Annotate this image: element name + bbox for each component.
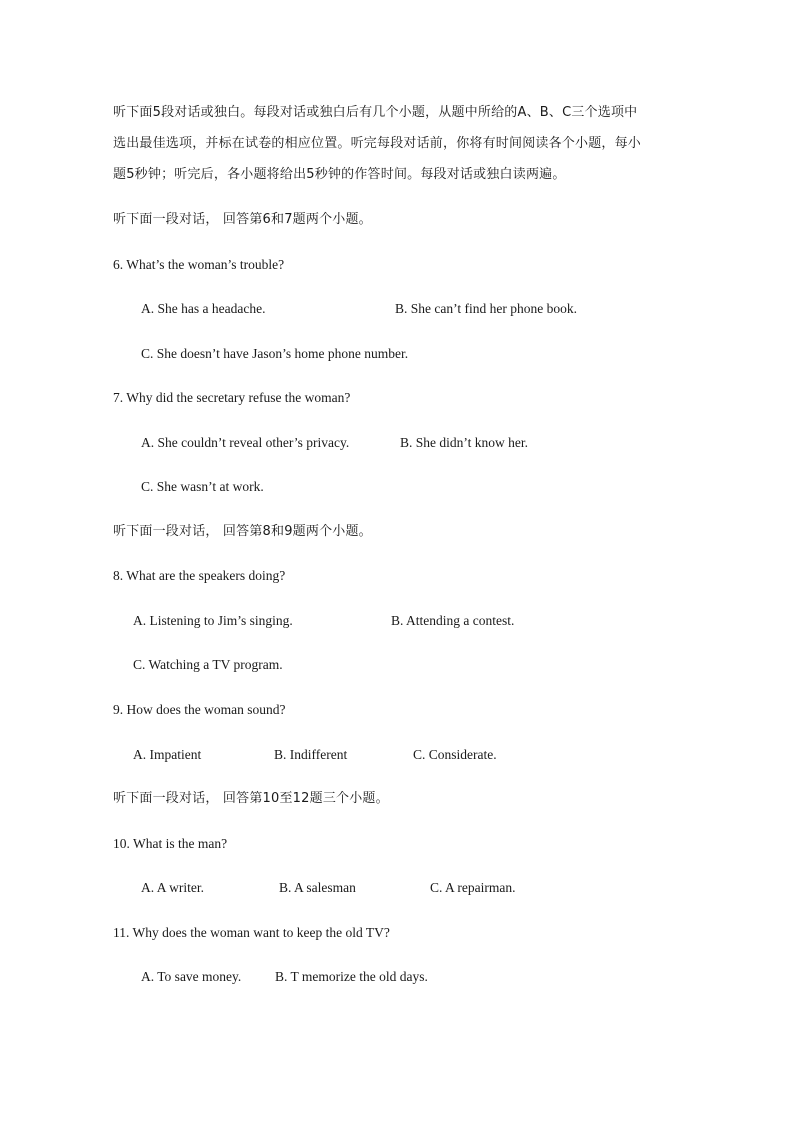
section-heading-3: 听下面一段对话， 回答第10至12题三个小题。	[113, 791, 389, 806]
question-6-option-c: C. She doesn’t have Jason’s home phone number.	[141, 346, 409, 361]
question-11-option-a: A. To save money.	[141, 969, 242, 984]
instructions-line-3: 题5秒钟；听完后，各小题将给出5秒钟的作答时间。每段对话或独白读两遍。	[113, 167, 566, 182]
question-9-stem: 9. How does the woman sound?	[113, 702, 286, 717]
question-7-option-b: B. She didn’t know her.	[400, 435, 528, 450]
question-6-stem: 6. What’s the woman’s trouble?	[113, 257, 285, 272]
question-8-option-a: A. Listening to Jim’s singing.	[133, 613, 293, 628]
instructions-line-2: 选出最佳选项，并标在试卷的相应位置。听完每段对话前，你将有时间阅读各个小题，每小	[113, 136, 642, 151]
question-6-option-a: A. She has a headache.	[141, 301, 266, 316]
instructions-line-1: 听下面5段对话或独白。每段对话或独白后有几个小题，从题中所给的A、B、C三个选项中	[113, 105, 638, 120]
question-11-stem: 11. Why does the woman want to keep the old TV?	[113, 925, 390, 940]
section-heading-2: 听下面一段对话， 回答第8和9题两个小题。	[113, 524, 372, 539]
question-9-option-a: A. Impatient	[133, 747, 202, 762]
question-7-option-c: C. She wasn’t at work.	[141, 479, 264, 494]
question-10-option-a: A. A writer.	[141, 880, 204, 895]
question-7-stem: 7. Why did the secretary refuse the woman?	[113, 390, 351, 405]
question-8-stem: 8. What are the speakers doing?	[113, 568, 286, 583]
question-10-option-c: C. A repairman.	[430, 880, 516, 895]
question-6-option-b: B. She can’t find her phone book.	[395, 301, 577, 316]
question-8-option-b: B. Attending a contest.	[391, 613, 515, 628]
question-11-option-b: B. T memorize the old days.	[275, 969, 428, 984]
section-heading-1: 听下面一段对话， 回答第6和7题两个小题。	[113, 212, 372, 227]
question-8-option-c: C. Watching a TV program.	[133, 657, 283, 672]
question-10-option-b: B. A salesman	[279, 880, 356, 895]
question-9-option-b: B. Indifferent	[274, 747, 348, 762]
question-10-stem: 10. What is the man?	[113, 836, 228, 851]
question-9-option-c: C. Considerate.	[413, 747, 497, 762]
question-7-option-a: A. She couldn’t reveal other’s privacy.	[141, 435, 350, 450]
